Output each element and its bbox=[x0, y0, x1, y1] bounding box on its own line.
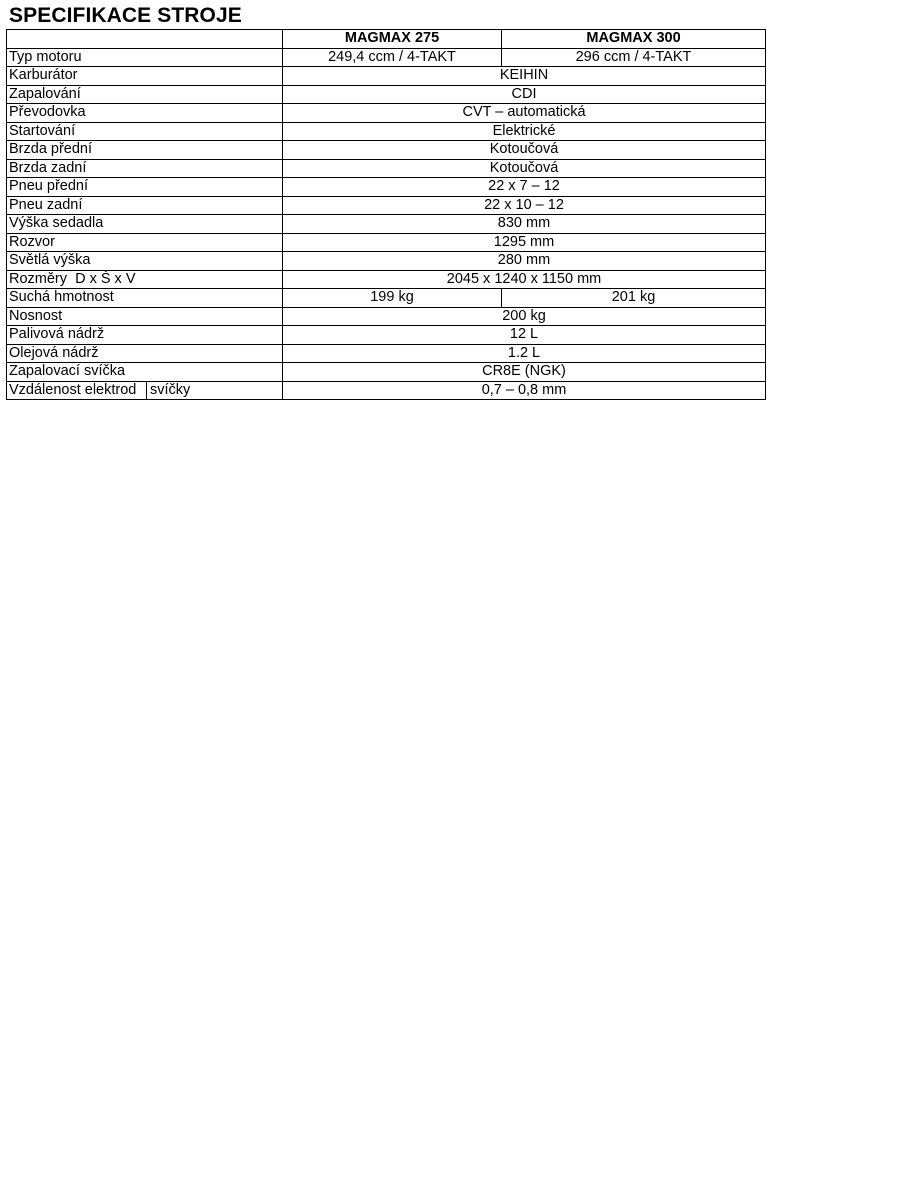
row-value-magmax-275: 249,4 ccm / 4-TAKT bbox=[283, 48, 502, 67]
row-label: Suchá hmotnost bbox=[7, 289, 283, 308]
row-label: Světlá výška bbox=[7, 252, 283, 271]
row-value: 1295 mm bbox=[283, 233, 766, 252]
row-value: 22 x 7 – 12 bbox=[283, 178, 766, 197]
table-row bbox=[7, 85, 766, 104]
spec-table bbox=[6, 29, 766, 400]
table-row bbox=[7, 67, 766, 86]
page-title: SPECIFIKACE STROJE bbox=[9, 4, 242, 27]
table-row bbox=[7, 381, 766, 400]
table-row bbox=[7, 363, 766, 382]
column-header-magmax-300: MAGMAX 300 bbox=[502, 30, 766, 49]
row-label: Karburátor bbox=[7, 67, 283, 86]
table-row bbox=[7, 159, 766, 178]
row-label-split bbox=[7, 381, 283, 400]
row-value: 200 kg bbox=[283, 307, 766, 326]
row-value: CR8E (NGK) bbox=[283, 363, 766, 382]
row-value: 830 mm bbox=[283, 215, 766, 234]
row-label: Převodovka bbox=[7, 104, 283, 123]
row-label: Palivová nádrž bbox=[7, 326, 283, 345]
row-label: Zapalovací svíčka bbox=[7, 363, 283, 382]
table-row bbox=[7, 122, 766, 141]
row-value: 2045 x 1240 x 1150 mm bbox=[283, 270, 766, 289]
row-value: 12 L bbox=[283, 326, 766, 345]
table-row bbox=[7, 215, 766, 234]
row-label: Startování bbox=[7, 122, 283, 141]
table-row bbox=[7, 326, 766, 345]
row-value: 280 mm bbox=[283, 252, 766, 271]
row-value: 1.2 L bbox=[283, 344, 766, 363]
row-label: Zapalování bbox=[7, 85, 283, 104]
table-row bbox=[7, 141, 766, 160]
row-label: Pneu zadní bbox=[7, 196, 283, 215]
row-label: Olejová nádrž bbox=[7, 344, 283, 363]
row-value: 0,7 – 0,8 mm bbox=[283, 381, 766, 400]
table-row bbox=[7, 289, 766, 308]
row-label-part-1: Vzdálenost elektrod bbox=[9, 382, 147, 399]
column-header-label bbox=[7, 30, 283, 49]
row-label: Pneu přední bbox=[7, 178, 283, 197]
table-row bbox=[7, 233, 766, 252]
split-label bbox=[9, 382, 280, 399]
row-value: Kotoučová bbox=[283, 159, 766, 178]
table-row bbox=[7, 270, 766, 289]
row-value: CVT – automatická bbox=[283, 104, 766, 123]
row-label: Rozměry D x Š x V bbox=[7, 270, 283, 289]
row-value: CDI bbox=[283, 85, 766, 104]
column-header-magmax-275: MAGMAX 275 bbox=[283, 30, 502, 49]
table-row bbox=[7, 178, 766, 197]
row-value-magmax-300: 296 ccm / 4-TAKT bbox=[502, 48, 766, 67]
row-value: KEIHIN bbox=[283, 67, 766, 86]
table-row bbox=[7, 48, 766, 67]
row-value: Elektrické bbox=[283, 122, 766, 141]
row-label: Rozvor bbox=[7, 233, 283, 252]
table-row bbox=[7, 104, 766, 123]
row-label: Brzda přední bbox=[7, 141, 283, 160]
row-label: Nosnost bbox=[7, 307, 283, 326]
table-row bbox=[7, 252, 766, 271]
table-row bbox=[7, 307, 766, 326]
table-row bbox=[7, 344, 766, 363]
row-value-magmax-300: 201 kg bbox=[502, 289, 766, 308]
row-value: Kotoučová bbox=[283, 141, 766, 160]
table-header-row bbox=[7, 30, 766, 49]
row-value: 22 x 10 – 12 bbox=[283, 196, 766, 215]
row-label-part-2: svíčky bbox=[150, 381, 191, 398]
row-label: Výška sedadla bbox=[7, 215, 283, 234]
row-value-magmax-275: 199 kg bbox=[283, 289, 502, 308]
table-row bbox=[7, 196, 766, 215]
row-label: Brzda zadní bbox=[7, 159, 283, 178]
row-label: Typ motoru bbox=[7, 48, 283, 67]
